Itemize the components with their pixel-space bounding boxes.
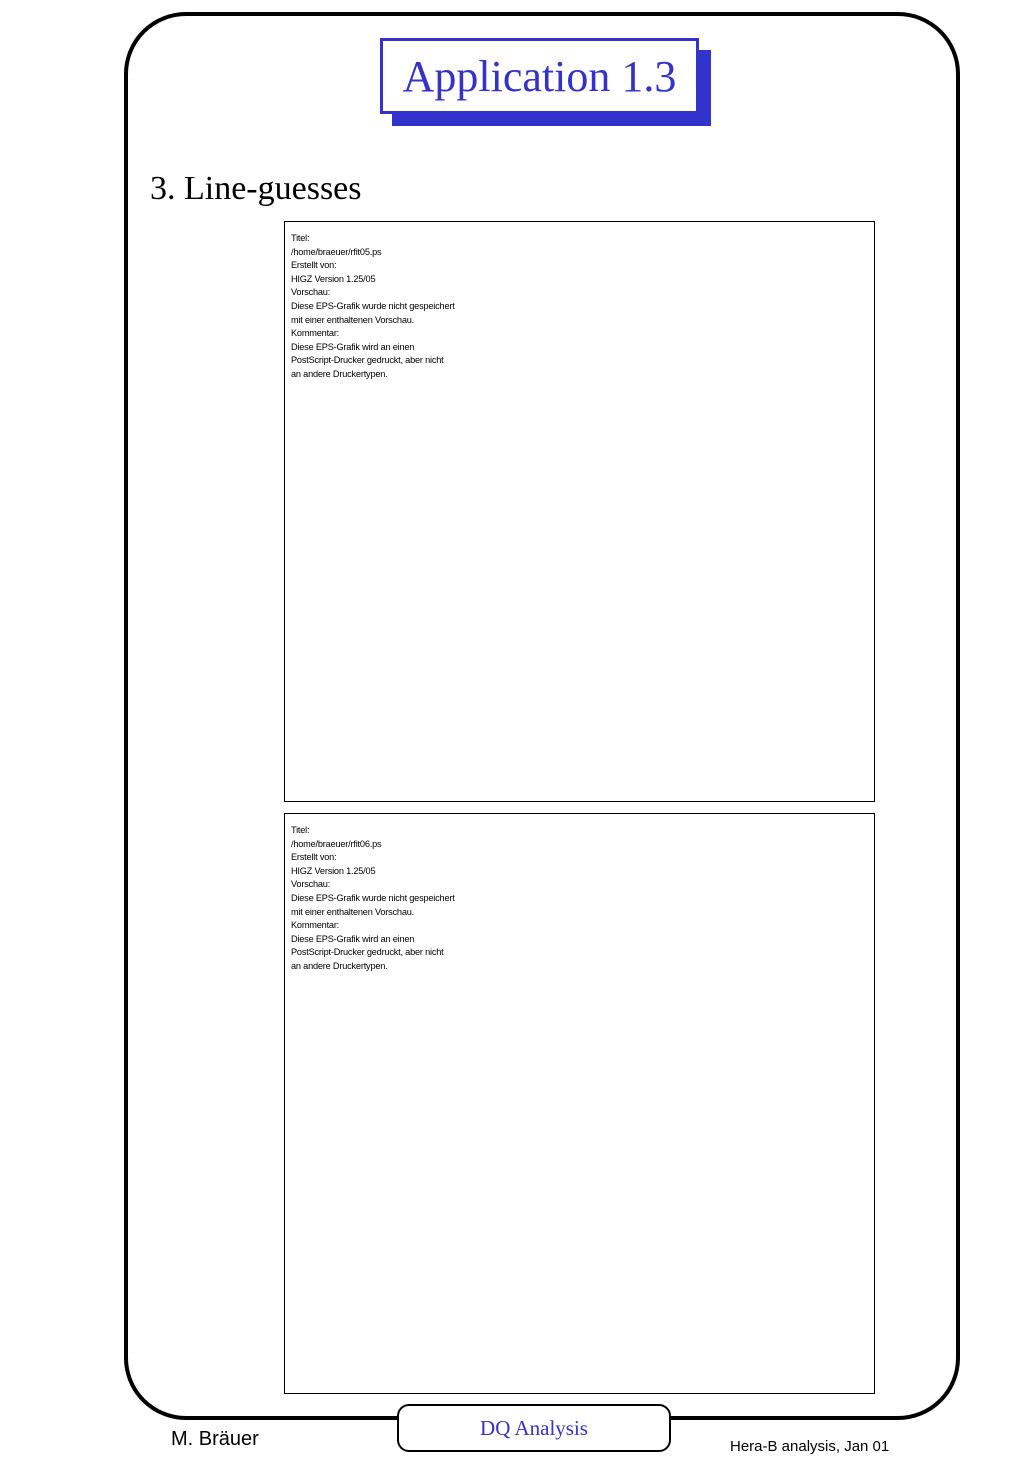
eps-text-line: an andere Druckertypen. xyxy=(291,960,388,971)
eps-text-line: /home/braeuer/rfit06.ps xyxy=(291,838,382,849)
eps-text-line: Kommentar: xyxy=(291,920,340,931)
eps-text-line: Titel: xyxy=(291,233,310,243)
eps-text-line: Vorschau: xyxy=(291,879,331,890)
eps-figure-placeholder xyxy=(284,813,875,1394)
eps-text-line: PostScript-Drucker gedruckt, aber nicht xyxy=(291,355,444,366)
eps-text-line: Diese EPS-Grafik wurde nicht gespeichert xyxy=(291,300,455,311)
footer-tab-label: DQ Analysis xyxy=(480,1415,588,1440)
eps-figure-placeholder xyxy=(284,221,875,802)
eps-text-line: HIGZ Version 1.25/05 xyxy=(291,273,376,284)
slide-title: Application 1.3 xyxy=(402,51,677,101)
eps-text-line: mit einer enthaltenen Vorschau. xyxy=(291,906,415,917)
footer-date: Hera-B analysis, Jan 01 xyxy=(730,1438,890,1455)
eps-text-line: HIGZ Version 1.25/05 xyxy=(291,865,376,876)
eps-text-line: Erstellt von: xyxy=(291,852,337,863)
eps-text-line: Diese EPS-Grafik wurde nicht gespeichert xyxy=(291,892,455,903)
section-heading: 3. Line-guesses xyxy=(150,170,362,207)
eps-text-line: PostScript-Drucker gedruckt, aber nicht xyxy=(291,947,444,958)
eps-text-line: mit einer enthaltenen Vorschau. xyxy=(291,314,415,325)
eps-text-line: Titel: xyxy=(291,825,310,835)
eps-text-line: Vorschau: xyxy=(291,287,331,298)
footer-tab xyxy=(397,1404,671,1452)
eps-text-line: an andere Druckertypen. xyxy=(291,368,388,379)
eps-text-line: Diese EPS-Grafik wird an einen xyxy=(291,933,415,944)
footer-author: M. Bräuer xyxy=(171,1428,259,1450)
eps-text-line: /home/braeuer/rfit05.ps xyxy=(291,246,382,257)
eps-text-line: Kommentar: xyxy=(291,328,340,339)
title-box xyxy=(380,38,699,114)
eps-text-line: Diese EPS-Grafik wird an einen xyxy=(291,341,415,352)
eps-text-line: Erstellt von: xyxy=(291,260,337,271)
